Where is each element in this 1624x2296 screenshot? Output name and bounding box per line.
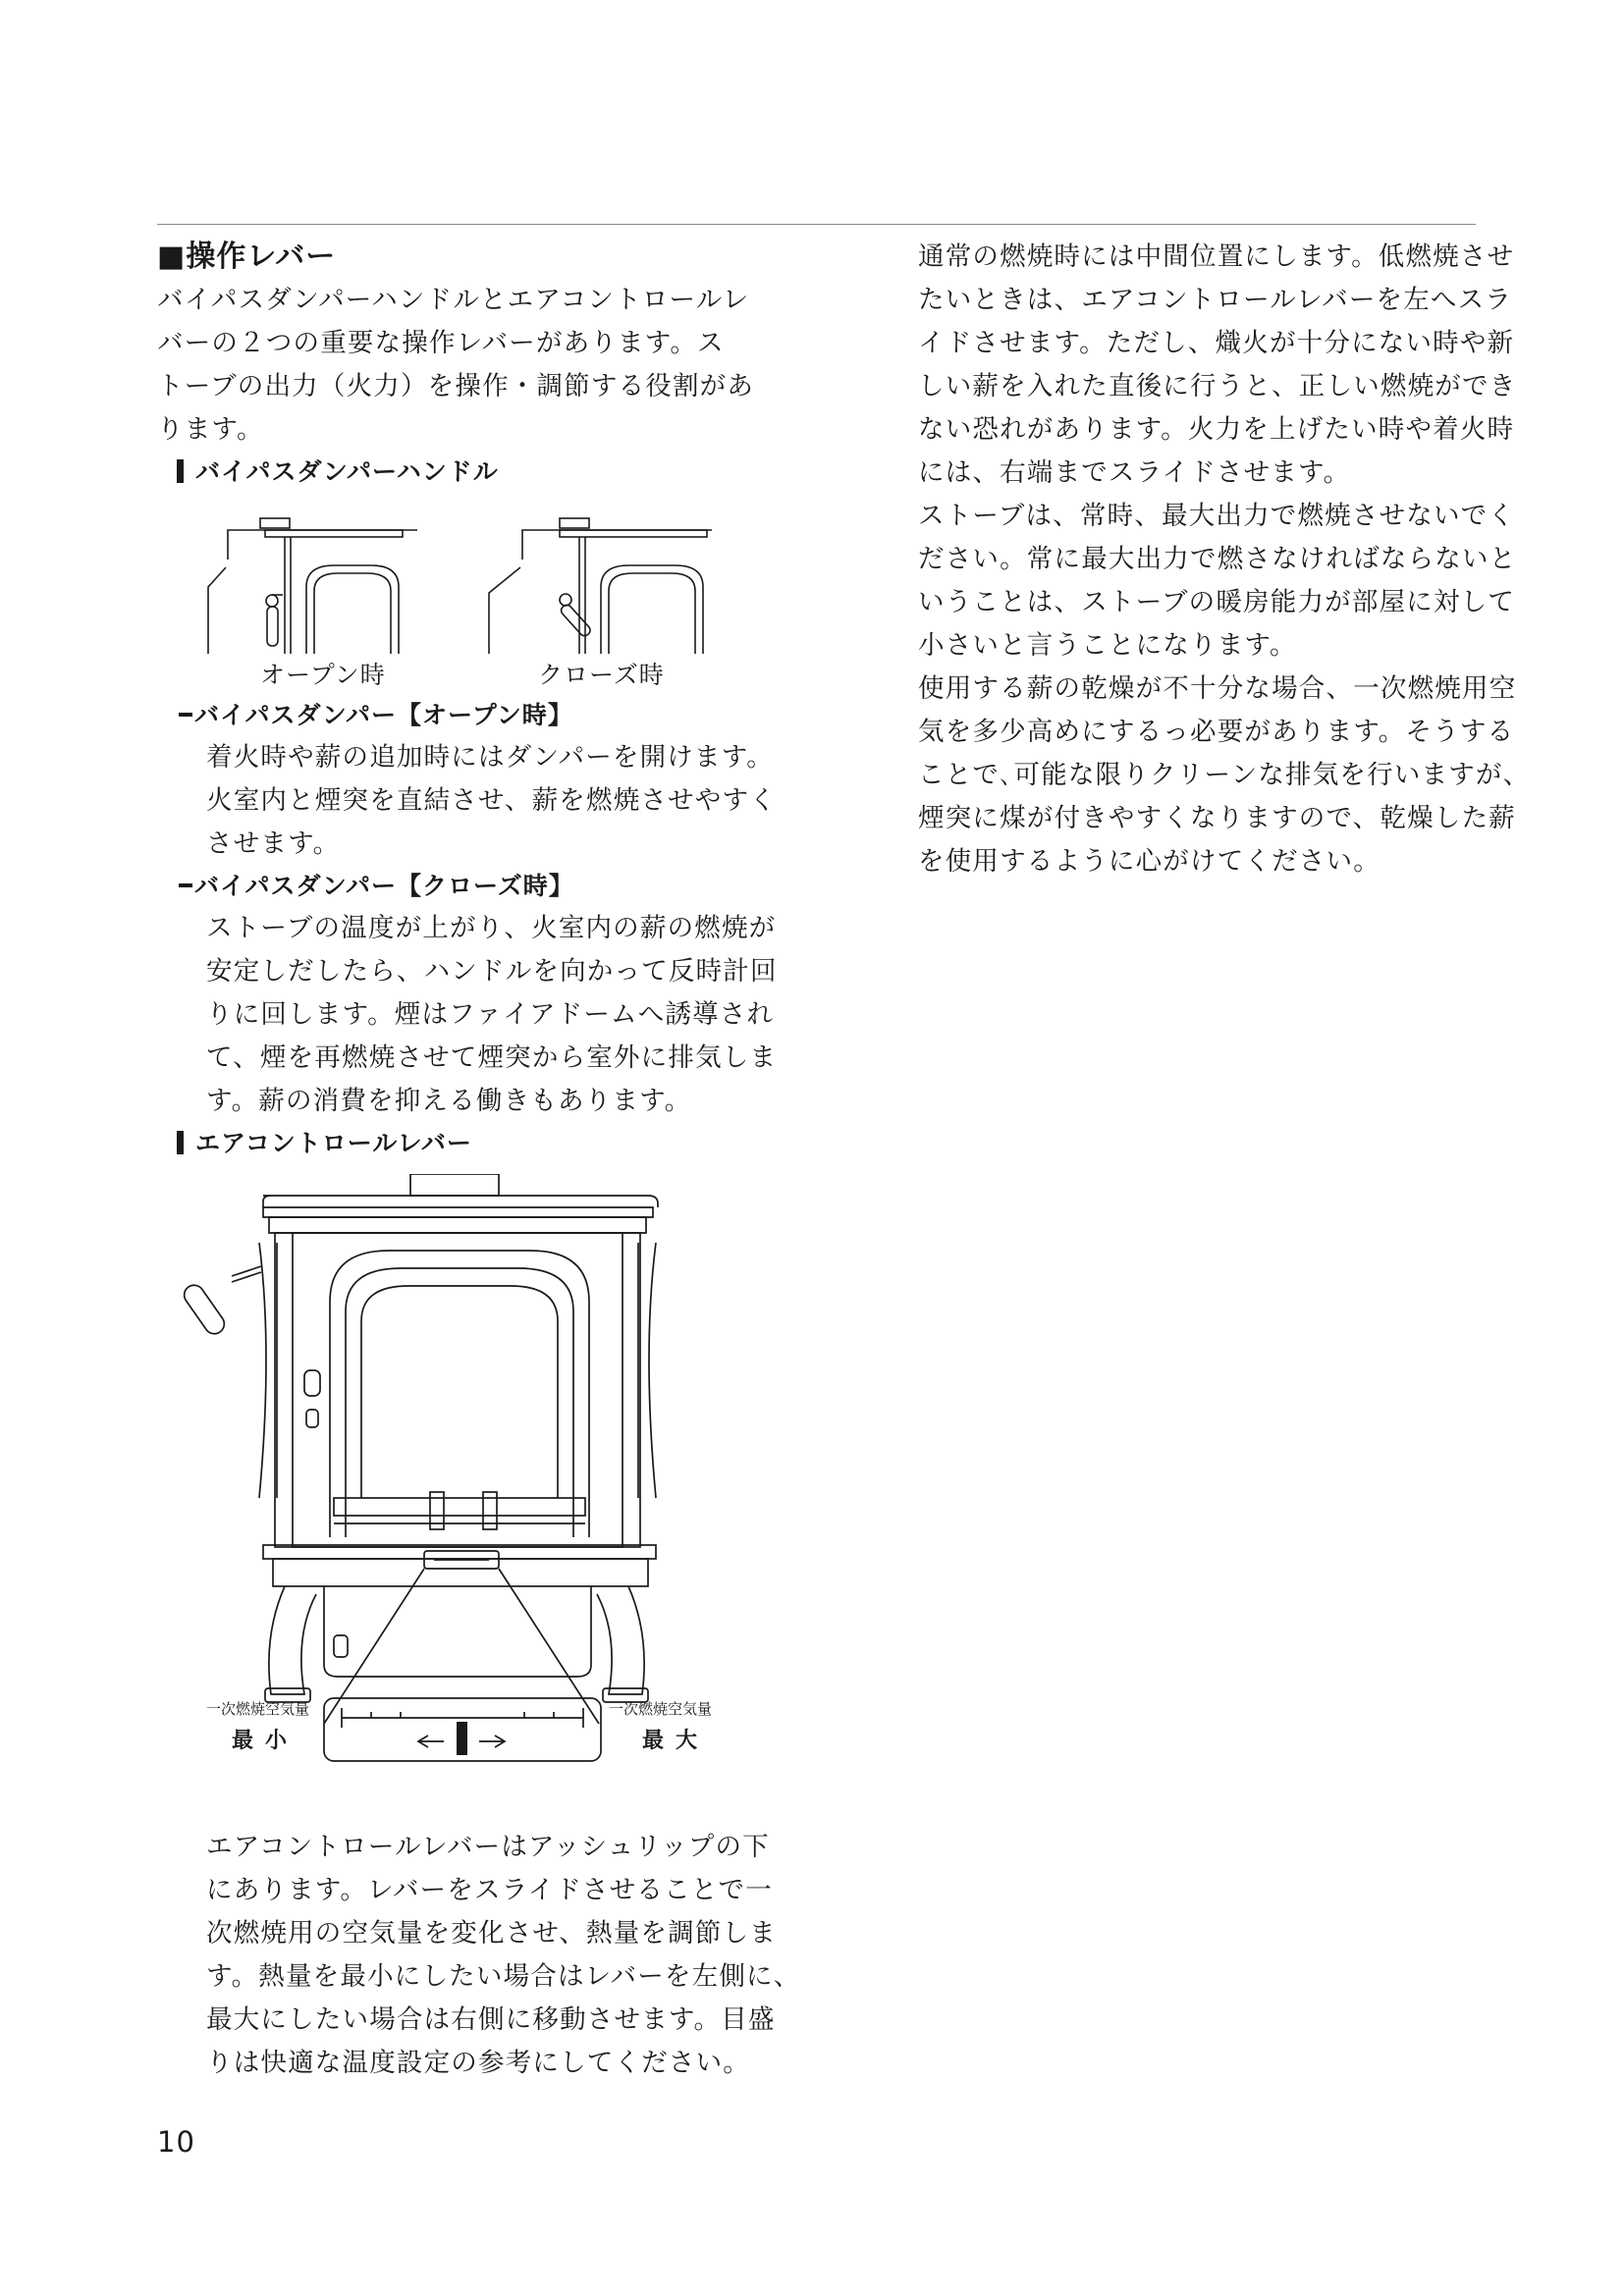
right-line: たいときは、エアコントロールレバーを左へスラ (918, 285, 1513, 315)
air-line: 最大にしたい場合は右側に移動させます。目盛 (206, 2004, 776, 2035)
open-line: 火室内と煙突を直結させ、薪を燃焼させやすく (206, 785, 777, 816)
open-line: 着火時や薪の追加時にはダンパーを開けます。 (206, 742, 774, 773)
close-line: りに回します。煙はファイアドームへ誘導され (206, 999, 775, 1030)
air-lever-scale (157, 1694, 746, 1777)
open-line: させます。 (206, 828, 341, 859)
intro-line: バイパスダンパーハンドルとエアコントロールレ (157, 285, 750, 315)
close-line: す。薪の消費を抑える働きもあります。 (206, 1086, 692, 1116)
close-line: 安定しだしたら、ハンドルを向かって反時計回 (206, 956, 778, 987)
bypass-heading-text: バイパスダンパーハンドル (195, 457, 499, 486)
min-air-label: 一次燃焼空気量 (206, 1700, 310, 1718)
close-line: て、煙を再燃焼させて煙突から室外に排気しま (206, 1042, 778, 1073)
heading-bar-icon (177, 1131, 184, 1154)
air-line: 次燃焼用の空気量を変化させ、熱量を調節しま (206, 1918, 777, 1949)
right-line: いうことは、ストーブの暖房能力が部屋に対して (918, 587, 1516, 617)
right-paragraph (918, 236, 1531, 883)
right-line: 通常の燃焼時には中間位置にします。低燃焼させ (918, 241, 1515, 272)
page-number: 10 (157, 2125, 195, 2159)
air-line: す。熱量を最小にしたい場合はレバーを左側に、 (206, 1961, 801, 1992)
bypass-close-heading-text: バイパスダンパー【クローズ時】 (194, 872, 574, 900)
bypass-close-paragraph (206, 907, 778, 1123)
right-line: 使用する薪の乾燥が不十分な場合、一次燃焼用空 (918, 673, 1517, 704)
intro-paragraph (157, 279, 755, 452)
air-control-figure (157, 1174, 746, 1724)
close-line: ストーブの温度が上がり、火室内の薪の燃焼が (206, 913, 777, 943)
heading-bar-icon (177, 459, 184, 483)
air-control-heading (177, 1123, 746, 1164)
dash-bullet-icon (179, 883, 192, 887)
bypass-close-heading (179, 866, 746, 907)
bypass-open-heading (179, 695, 746, 736)
air-line: りは快適な温度設定の参考にしてください。 (206, 2048, 750, 2078)
bypass-open-paragraph (206, 736, 777, 866)
right-line: ことで､可能な限りクリーンな排気を行いますが、 (918, 760, 1531, 790)
right-line: ない恐れがあります。火力を上げたい時や着火時 (918, 414, 1515, 445)
right-line: イドさせます。ただし、熾火が十分にない時や新 (918, 328, 1515, 358)
caption-open: オープン時 (260, 661, 386, 689)
bypass-open-heading-text: バイパスダンパー【オープン時】 (194, 701, 573, 729)
intro-line: トーブの出力（火力）を操作・調節する役割があ (157, 371, 755, 401)
air-line: エアコントロールレバーはアッシュリップの下 (206, 1832, 770, 1862)
min-air-value: 最小 (232, 1729, 299, 1753)
right-line: を使用するように心がけてください。 (918, 846, 1380, 877)
intro-line: バーの２つの重要な操作レバーがあります。ス (157, 328, 725, 358)
bypass-damper-figure (157, 499, 746, 656)
stove-illustration (157, 1174, 746, 1724)
right-line: 気を多少高めにするっ必要があります。そうする (918, 717, 1515, 747)
right-line: 小さいと言うことになります。 (918, 630, 1297, 661)
section-title: ■操作レバー (157, 240, 337, 274)
air-control-heading-text: エアコントロールレバー (195, 1129, 472, 1157)
right-line: ださい。常に最大出力で燃さなければならないと (918, 544, 1517, 574)
right-line: には、右端までスライドさせます。 (918, 457, 1351, 488)
bypass-figure-captions (157, 656, 746, 695)
right-column (918, 236, 1531, 883)
intro-line: ります。 (157, 414, 264, 445)
air-control-paragraph (206, 1826, 801, 2085)
bypass-damper-illustration (157, 499, 746, 656)
air-line: にあります。レバーをスライドさせることで一 (206, 1875, 773, 1905)
dash-bullet-icon (179, 713, 192, 717)
max-air-value: 最大 (642, 1729, 710, 1753)
right-line: 煙突に煤が付きやすくなりますので、乾燥した薪 (918, 803, 1516, 833)
bypass-heading (177, 452, 746, 493)
left-column (157, 236, 801, 2085)
caption-close: クローズ時 (538, 661, 665, 689)
right-line: しい薪を入れた直後に行うと、正しい燃焼ができ (918, 371, 1517, 401)
right-line: ストーブは、常時、最大出力で燃焼させないでく (918, 501, 1516, 531)
header-rule (157, 224, 1476, 225)
max-air-label: 一次燃焼空気量 (609, 1700, 713, 1718)
